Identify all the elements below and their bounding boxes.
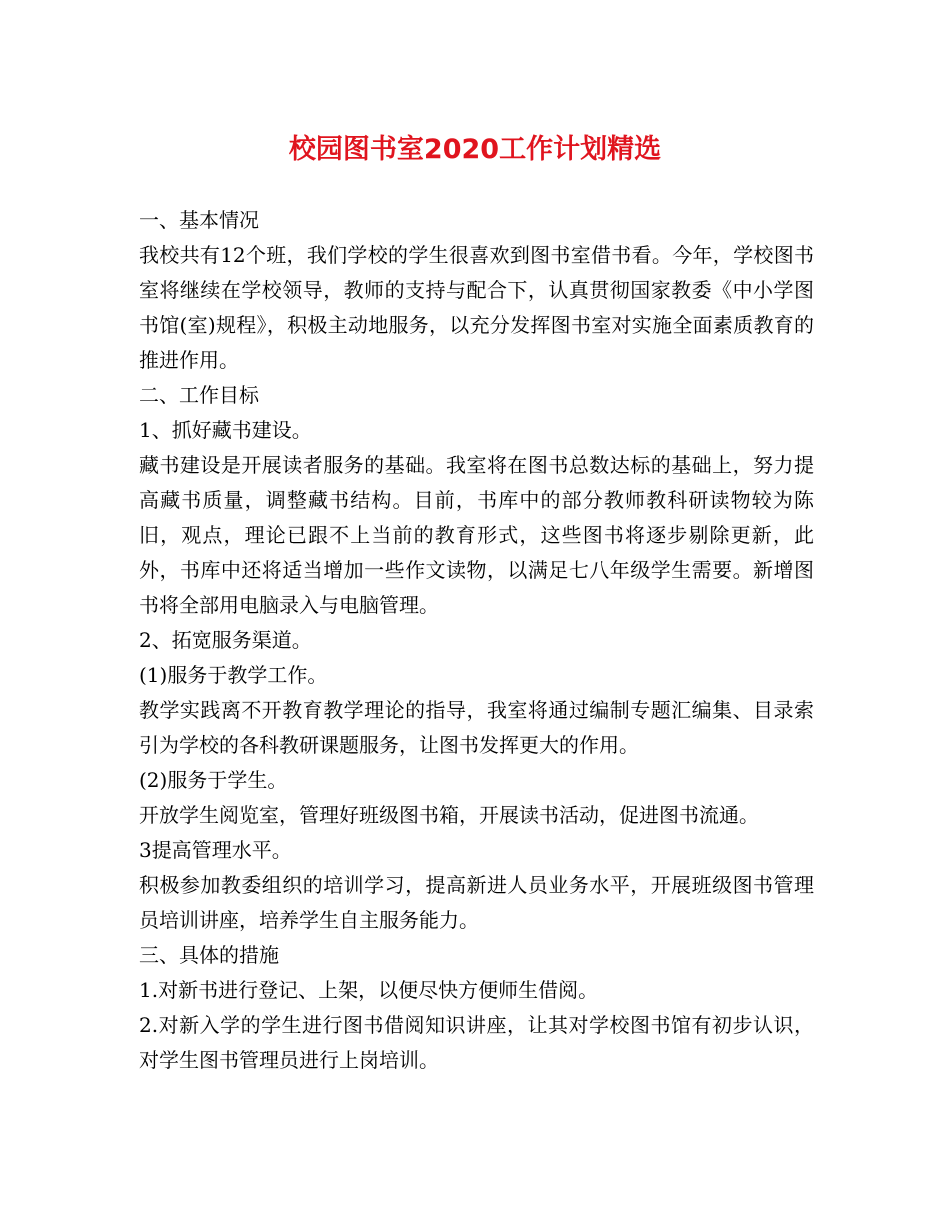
subsection-heading: 2、拓宽服务渠道。 (139, 628, 312, 652)
paragraph: 积极参加教委组织的培训学习，提高新进人员业务水平，开展班级图书管理员培训讲座，培养学生自主服务能力。 (139, 873, 814, 932)
sub-item-heading: (2)服务于学生。 (139, 768, 288, 792)
list-item: 2.对新入学的学生进行图书借阅知识讲座，让其对学校图书馆有初步认识，对学生图书管理员进行上岗培训。 (139, 1013, 814, 1072)
section-heading: 一、基本情况 (139, 208, 259, 232)
sub-item-heading: (1)服务于教学工作。 (139, 663, 328, 687)
list-item: 1.对新书进行登记、上架，以便尽快方便师生借阅。 (139, 978, 599, 1002)
paragraph: 开放学生阅览室，管理好班级图书箱，开展读书活动，促进图书流通。 (139, 803, 759, 827)
paragraph: 教学实践离不开教育教学理论的指导，我室将通过编制专题汇编集、目录索引为学校的各科教研课题服务，让图书发挥更大的作用。 (139, 698, 814, 757)
subsection-heading: 1、抓好藏书建设。 (139, 418, 312, 442)
section-heading: 二、工作目标 (139, 383, 259, 407)
subsection-heading: 3提高管理水平。 (139, 838, 292, 862)
paragraph: 我校共有12个班，我们学校的学生很喜欢到图书室借书看。今年，学校图书室将继续在学校领导，教师的支持与配合下，认真贯彻国家教委《中小学图书馆(室)规程》，积极主动地服务，以充分发挥图书室对实施全面素质教育的推进作用。 (139, 243, 814, 372)
section-heading: 三、具体的措施 (139, 943, 279, 967)
document-title: 校园图书室2020工作计划精选 (288, 134, 662, 165)
paragraph: 藏书建设是开展读者服务的基础。我室将在图书总数达标的基础上，努力提高藏书质量，调整藏书结构。目前，书库中的部分教师教科研读物较为陈旧，观点，理论已跟不上当前的教育形式，这些图书将逐步剔除更新，此外，书库中还将适当增加一些作文读物，以满足七八年级学生需要。新增图书将全部用电脑录入与电脑管理。 (139, 453, 814, 617)
document-body (139, 203, 814, 1078)
